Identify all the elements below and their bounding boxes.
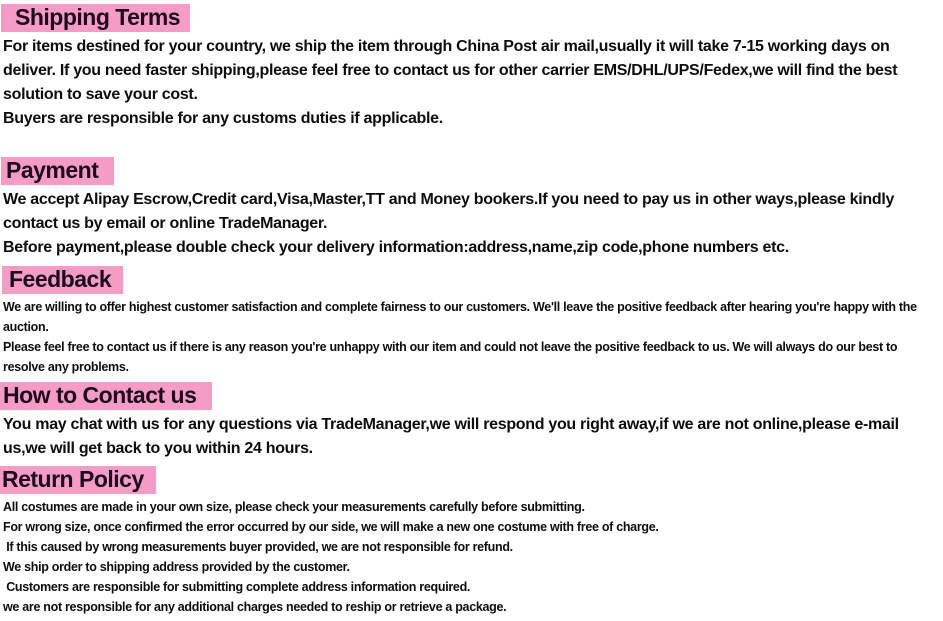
shipping-terms-paragraph: For items destined for your country, we ship the item through China Post air mail,usually it will take 7-15 working days on deliver. If you need faster shipping,please feel free to contact us for other carrier EMS/DHL/UPS/Fedex,we will find the best solution to save your cost. bbox=[3, 38, 902, 103]
return-policy-line-additional-charges: we are not responsible for any additional charges needed to reship or retrieve a package. bbox=[3, 600, 507, 614]
section-feedback bbox=[0, 260, 943, 377]
contact-paragraph: You may chat with us for any questions via TradeManager,we will respond you right away,if we are not online,please e-mail us,we will get back to you within 24 hours. bbox=[3, 416, 903, 457]
payment-check-delivery-note: Before payment,please double check your delivery information:address,name,zip code,phone numbers etc. bbox=[3, 239, 789, 256]
return-policy-line-shipping-address: We ship order to shipping address provided by the customer. bbox=[3, 560, 350, 574]
return-policy-line-own-size: All costumes are made in your own size, please check your measurements carefully before submitting. bbox=[3, 500, 585, 514]
section-payment bbox=[0, 131, 943, 260]
return-policy-line-complete-address: Customers are responsible for submitting complete address information required. bbox=[3, 580, 471, 594]
return-policy-heading: Return Policy bbox=[0, 466, 156, 494]
shipping-terms-heading: Shipping Terms bbox=[1, 4, 190, 32]
section-return-policy bbox=[0, 461, 943, 617]
payment-methods-paragraph: We accept Alipay Escrow,Credit card,Visa,Master,TT and Money bookers.If you need to pay us in other ways,please kindly contact us by email or online TradeManager. bbox=[3, 191, 899, 232]
contact-heading: How to Contact us bbox=[0, 382, 212, 410]
feedback-heading: Feedback bbox=[2, 266, 123, 294]
customs-duties-note: Buyers are responsible for any customs duties if applicable. bbox=[3, 110, 443, 127]
return-policy-line-wrong-size: For wrong size, once confirmed the error occurred by our side, we will make a new one costume with free of charge. bbox=[3, 520, 659, 534]
section-how-to-contact-us bbox=[0, 377, 943, 461]
feedback-satisfaction-paragraph: We are willing to offer highest customer satisfaction and complete fairness to our customers. We'll leave the positive feedback after hearing you're happy with the auction. bbox=[3, 300, 920, 334]
feedback-contact-paragraph: Please feel free to contact us if there is any reason you're unhappy with our item and could not leave the positive feedback to us. We will always do our best to resolve any problems. bbox=[3, 340, 901, 374]
return-policy-line-buyer-measurements: If this caused by wrong measurements buyer provided, we are not responsible for refund. bbox=[3, 540, 513, 554]
section-shipping-terms bbox=[0, 0, 943, 131]
payment-heading: Payment bbox=[1, 157, 114, 185]
